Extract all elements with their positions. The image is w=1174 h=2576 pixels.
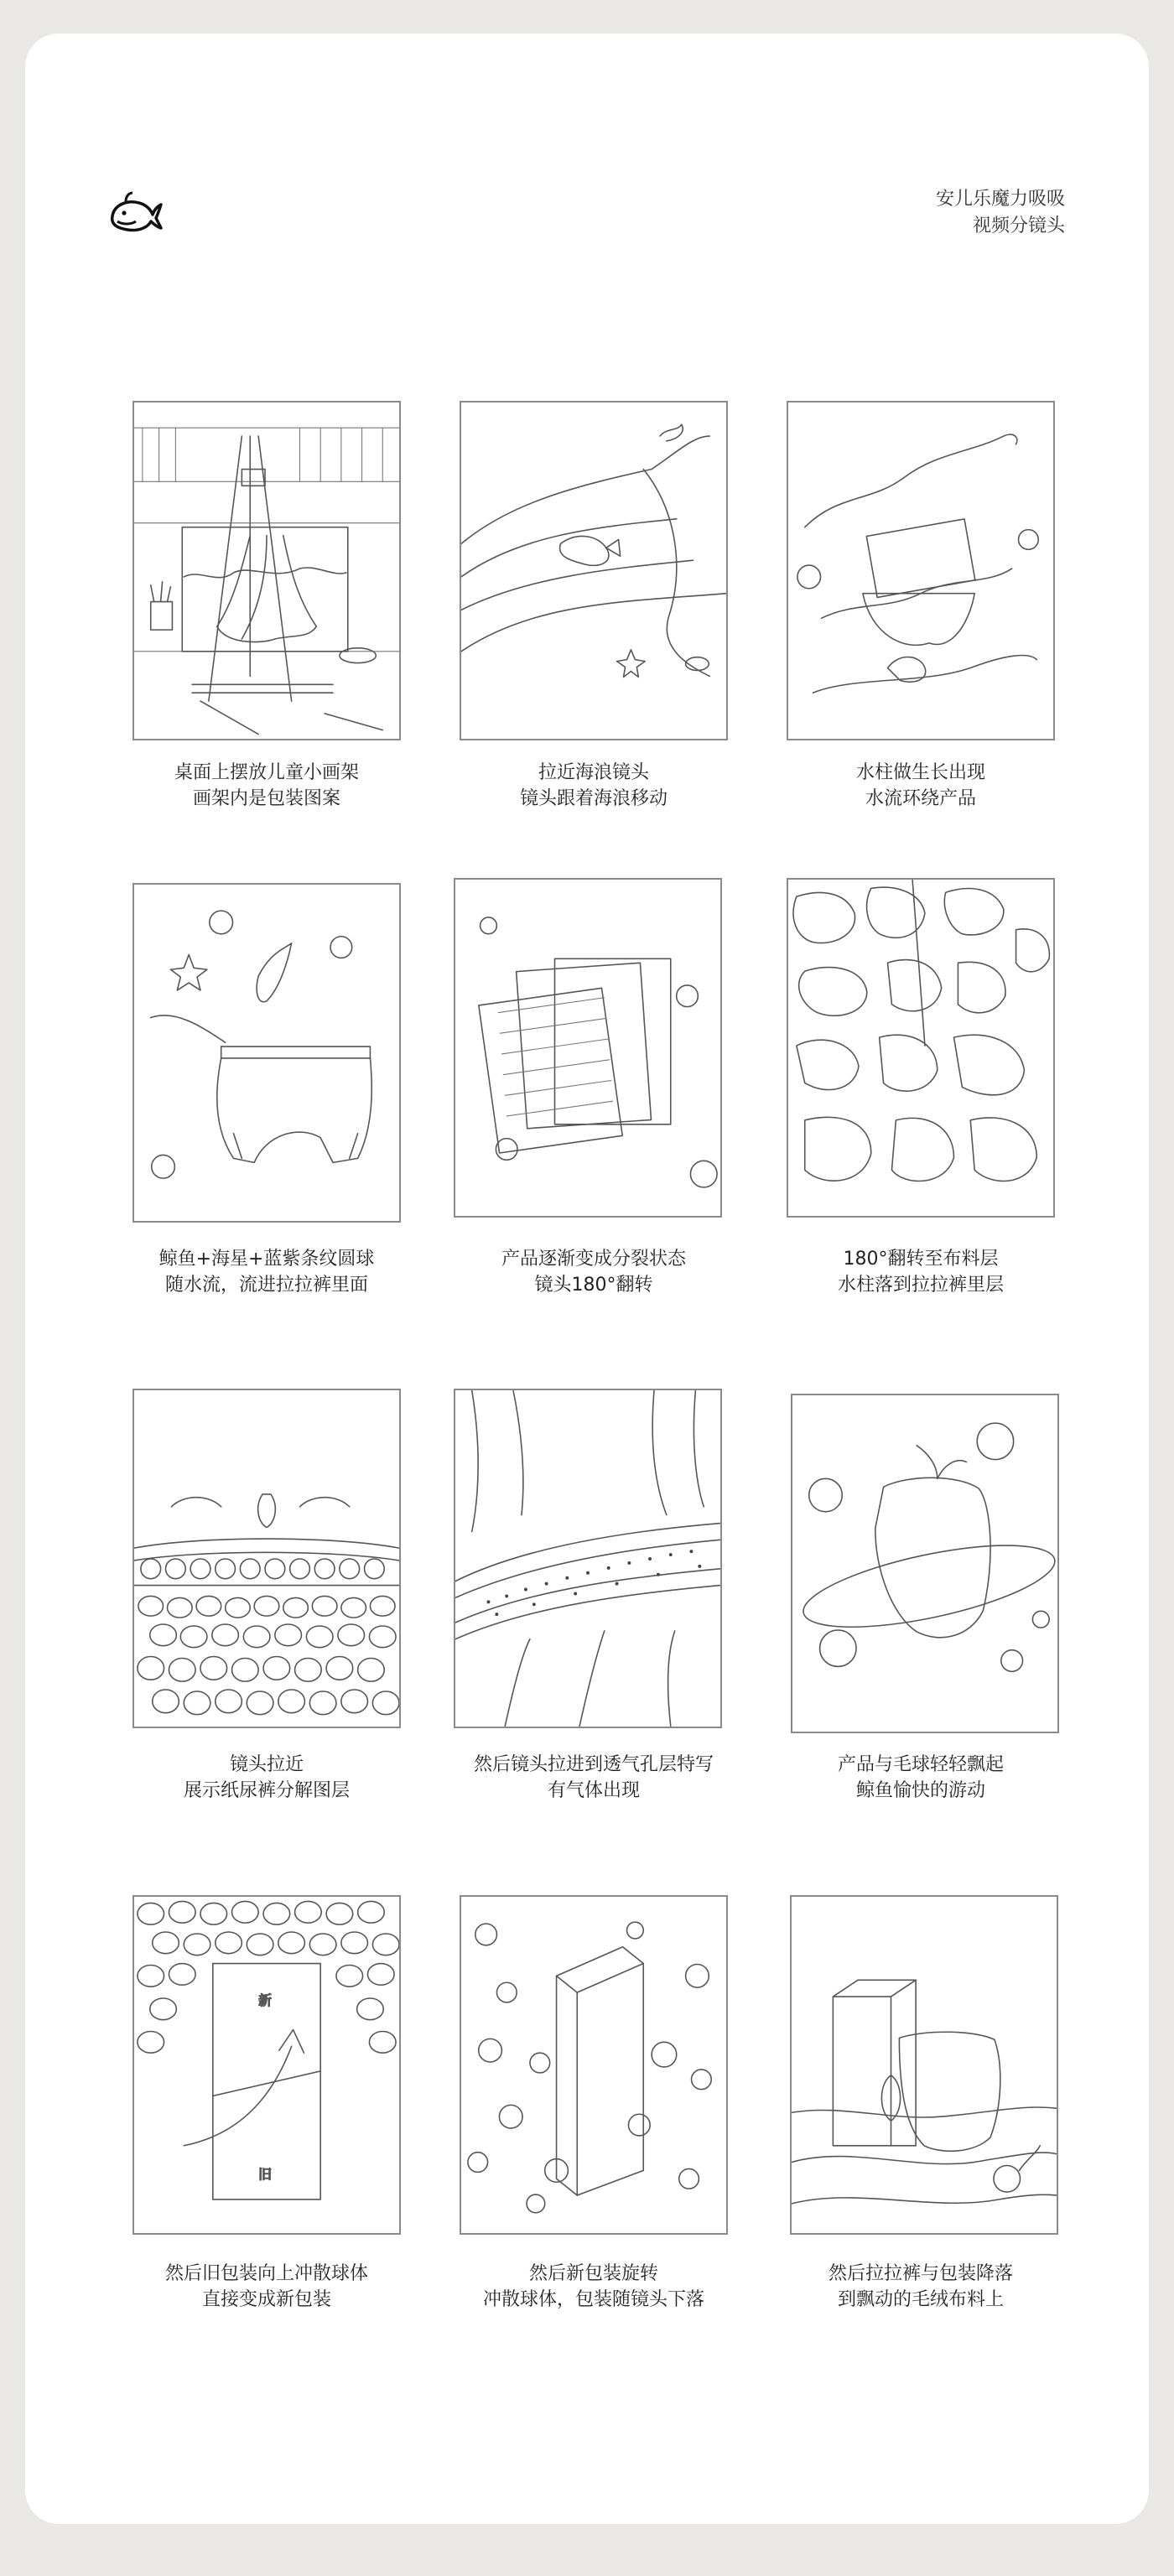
caption-6-line1: 180°翻转至布料层 [843, 1249, 999, 1270]
caption-7-line1: 镜头拉近 [229, 1754, 304, 1775]
caption-8-line1: 然后镜头拉进到透气孔层特写 [473, 1754, 714, 1775]
caption-11-line2: 冲散球体，包装随镜头下落 [482, 2289, 704, 2310]
caption-2-line2: 镜头跟着海浪移动 [519, 788, 668, 809]
breathable-layer-sketch [455, 1390, 720, 1727]
caption-10-line2: 直接变成新包装 [201, 2289, 331, 2310]
caption-4-line2: 随水流，流进拉拉裤里面 [164, 1275, 368, 1296]
storyboard-frame-5 [454, 878, 722, 1218]
package-landing-sketch [792, 1897, 1057, 2233]
storyboard-frame-2 [460, 401, 728, 740]
caption-3-line2: 水流环绕产品 [865, 788, 976, 809]
diaper-splash-sketch [134, 885, 399, 1221]
caption-7-line2: 展示纸尿裤分解图层 [183, 1780, 350, 1801]
easel-sketch [134, 402, 399, 739]
caption-9-line2: 鲸鱼愉快的游动 [855, 1780, 985, 1801]
caption-1-line2: 画架内是包装图案 [192, 788, 340, 809]
caption-6 [761, 1246, 1080, 1298]
caption-8-line2: 有气体出现 [547, 1780, 640, 1801]
layer-cross-section-sketch [134, 1390, 399, 1727]
caption-5-line2: 镜头180°翻转 [534, 1275, 653, 1296]
caption-2 [434, 760, 753, 812]
caption-8 [434, 1752, 753, 1804]
caption-12 [761, 2261, 1080, 2313]
header-title [936, 186, 1065, 240]
old-label: 旧 [258, 2166, 272, 2183]
header-title-line2: 视频分镜头 [972, 216, 1065, 236]
caption-10-line1: 然后旧包装向上冲散球体 [164, 2263, 368, 2284]
caption-5-line1: 产品逐渐变成分裂状态 [501, 1249, 686, 1270]
caption-12-line2: 到飘动的毛绒布料上 [837, 2289, 1004, 2310]
package-burst-sketch [134, 1897, 399, 2233]
wave-whale-sketch [461, 402, 726, 739]
fabric-texture-sketch [788, 880, 1053, 1216]
caption-3 [761, 760, 1080, 812]
water-column-sketch [788, 402, 1053, 739]
storyboard-frame-9 [791, 1394, 1059, 1733]
split-layers-sketch [455, 880, 720, 1216]
storyboard-frame-6 [787, 878, 1055, 1218]
storyboard-frame-8 [454, 1389, 722, 1728]
caption-3-line1: 水柱做生长出现 [855, 762, 985, 783]
caption-4 [107, 1246, 426, 1298]
storyboard-frame-7 [132, 1389, 401, 1728]
storyboard-frame-10 [132, 1895, 401, 2235]
caption-10 [107, 2261, 426, 2313]
new-label: 新 [258, 1992, 272, 2008]
caption-11-line1: 然后新包装旋转 [528, 2263, 658, 2284]
caption-9-line1: 产品与毛球轻轻飘起 [837, 1754, 1004, 1775]
caption-7 [107, 1752, 426, 1804]
caption-11 [434, 2261, 753, 2313]
caption-12-line1: 然后拉拉裤与包装降落 [828, 2263, 1013, 2284]
storyboard-frame-4 [132, 883, 401, 1223]
caption-1 [107, 760, 426, 812]
storyboard-frame-12 [790, 1895, 1058, 2235]
header-title-line1: 安儿乐魔力吸吸 [935, 189, 1065, 210]
caption-5 [434, 1246, 753, 1298]
caption-6-line2: 水柱落到拉拉裤里层 [837, 1275, 1004, 1296]
package-rotate-sketch [461, 1897, 726, 2233]
caption-2-line1: 拉近海浪镜头 [538, 762, 649, 783]
whale-icon [107, 191, 163, 233]
floating-product-sketch [792, 1395, 1057, 1732]
storyboard-frame-3 [787, 401, 1055, 740]
caption-4-line1: 鲸鱼+海星+蓝紫条纹圆球 [158, 1249, 375, 1270]
caption-1-line1: 桌面上摆放儿童小画架 [174, 762, 359, 783]
storyboard-frame-11 [460, 1895, 728, 2235]
caption-9 [761, 1752, 1080, 1804]
storyboard-frame-1 [132, 401, 401, 740]
